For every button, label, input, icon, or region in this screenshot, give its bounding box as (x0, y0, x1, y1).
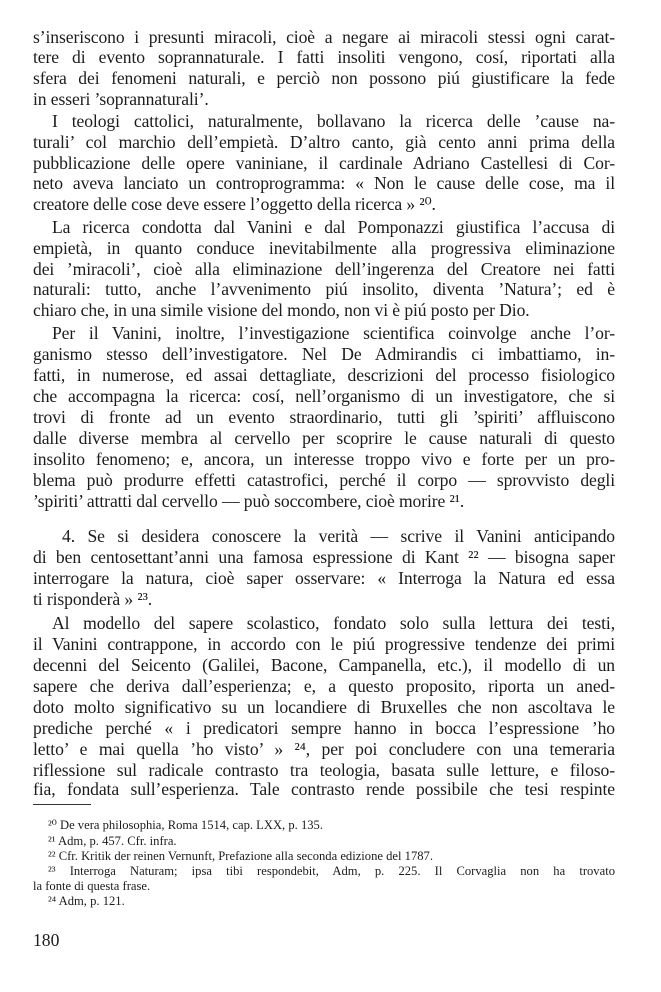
text-line: fia, fondata sull’esperienza. Tale contrasto rende possibile che tesi respinte (33, 779, 615, 799)
page-number: 180 (33, 930, 60, 950)
text-line: ’spiriti’ attratti dal cervello — può soccombere, cioè morire ²¹. (33, 491, 465, 511)
text-line: blema può produrre effetti catastrofici, perché il corpo — sprovvisto degli (33, 470, 615, 490)
footnote-divider (33, 804, 91, 805)
text-line: Al modello del sapere scolastico, fondato solo sulla lettura dei testi, (52, 613, 615, 633)
text-line: prediche perché « i predicatori sempre hanno in bocca l’espressione ’ho (33, 718, 615, 738)
text-line: chiaro che, in una simile visione del mondo, non vi è piú posto per Dio. (33, 300, 530, 320)
text-line: neto aveva lanciato un controprogramma: « Non le cause delle cose, ma il (33, 173, 615, 193)
text-line: s’inseriscono i presunti miracoli, cioè a negare ai miracoli stessi ogni carat- (33, 27, 615, 47)
text-line: empietà, in quanto conduce inevitabilmente alla progressiva eliminazione (33, 238, 615, 258)
text-line: sfera dei fenomeni naturali, e perciò non possono piú giustificare la fede (33, 68, 615, 88)
text-line: trovi di fronte ad un evento straordinario, tutti gli ’spiriti’ affluiscono (33, 407, 615, 427)
text-line: insolito fenomeno; e, ancora, un interesse troppo vivo e forte per un pro- (33, 449, 615, 469)
text-line: doto molto significativo su un locandiere di Bruxelles che non ascoltava le (33, 697, 615, 717)
footnote: ²³ Interroga Naturam; ipsa tibi respondebit, Adm, p. 225. Il Corvaglia non ha trovato (48, 864, 615, 878)
text-line: ti risponderà » ²³. (33, 589, 153, 609)
text-line: che accompagna la ricerca: cosí, nell’organismo di un investigatore, che si (33, 386, 615, 406)
text-line: La ricerca condotta dal Vanini e dal Pomponazzi giustifica l’accusa di (52, 217, 615, 237)
text-line: naturali: tutto, anche l’avvenimento piú insolito, diventa ’Natura’; ed è (33, 279, 615, 299)
text-line: di ben centosettant’anni una famosa espressione di Kant ²² — bisogna saper (33, 547, 615, 567)
text-line: dalle diverse membra al cervello per scoprire le cause naturali di questo (33, 428, 615, 448)
text-line: in esseri ’soprannaturali’. (33, 89, 209, 109)
text-line: fatti, in numerose, ed assai dettagliate, descrizioni del processo fisiologico (33, 365, 615, 385)
text-line: 4. Se si desidera conoscere la verità — scrive il Vanini anticipando (62, 526, 615, 546)
footnote: ²¹ Adm, p. 457. Cfr. infra. (48, 834, 177, 848)
text-line: il Vanini contrappone, in accordo con le piú progressive tendenze dei primi (33, 634, 615, 654)
footnote: ²⁰ De vera philosophia, Roma 1514, cap. LXX, p. 135. (48, 818, 323, 832)
text-line: riflessione sul radicale contrasto tra teologia, basata sulle letture, e filoso- (33, 760, 615, 780)
text-line: dei ’miracoli’, cioè alla eliminazione dell’ingerenza del Creatore nei fatti (33, 259, 615, 279)
text-line: letto’ e mai quella ’ho visto’ » ²⁴, per poi concludere con una temeraria (33, 739, 615, 759)
text-line: I teologi cattolici, naturalmente, bollavano la ricerca delle ’cause na- (52, 111, 615, 131)
footnote: ²⁴ Adm, p. 121. (48, 894, 125, 908)
text-line: ganismo stesso dell’investigatore. Nel De Admirandis ci imbattiamo, in- (33, 344, 615, 364)
text-line: decenni del Seicento (Galilei, Bacone, Campanella, etc.), il modello di un (33, 655, 615, 675)
text-line: sapere che deriva dall’esperienza; e, a questo proposito, riporta un aned- (33, 676, 615, 696)
text-line: tere di evento soprannaturale. I fatti insoliti vengono, cosí, riportati alla (33, 47, 615, 67)
text-line: interrogare la natura, cioè saper osservare: « Interroga la Natura ed essa (33, 568, 615, 588)
text-line: turali’ col marchio dell’empietà. D’altro canto, già cento anni prima della (33, 132, 615, 152)
text-line: pubblicazione delle opere vaniniane, il cardinale Adriano Castellesi di Cor- (33, 153, 615, 173)
text-line: Per il Vanini, inoltre, l’investigazione scientifica coinvolge anche l’or- (52, 323, 615, 343)
footnote: ²² Cfr. Kritik der reinen Vernunft, Prefazione alla seconda edizione del 1787. (48, 849, 433, 863)
text-line: creatore delle cose deve essere l’oggetto della ricerca » ²⁰. (33, 194, 436, 214)
footnote-continuation: la fonte di questa frase. (33, 879, 151, 893)
